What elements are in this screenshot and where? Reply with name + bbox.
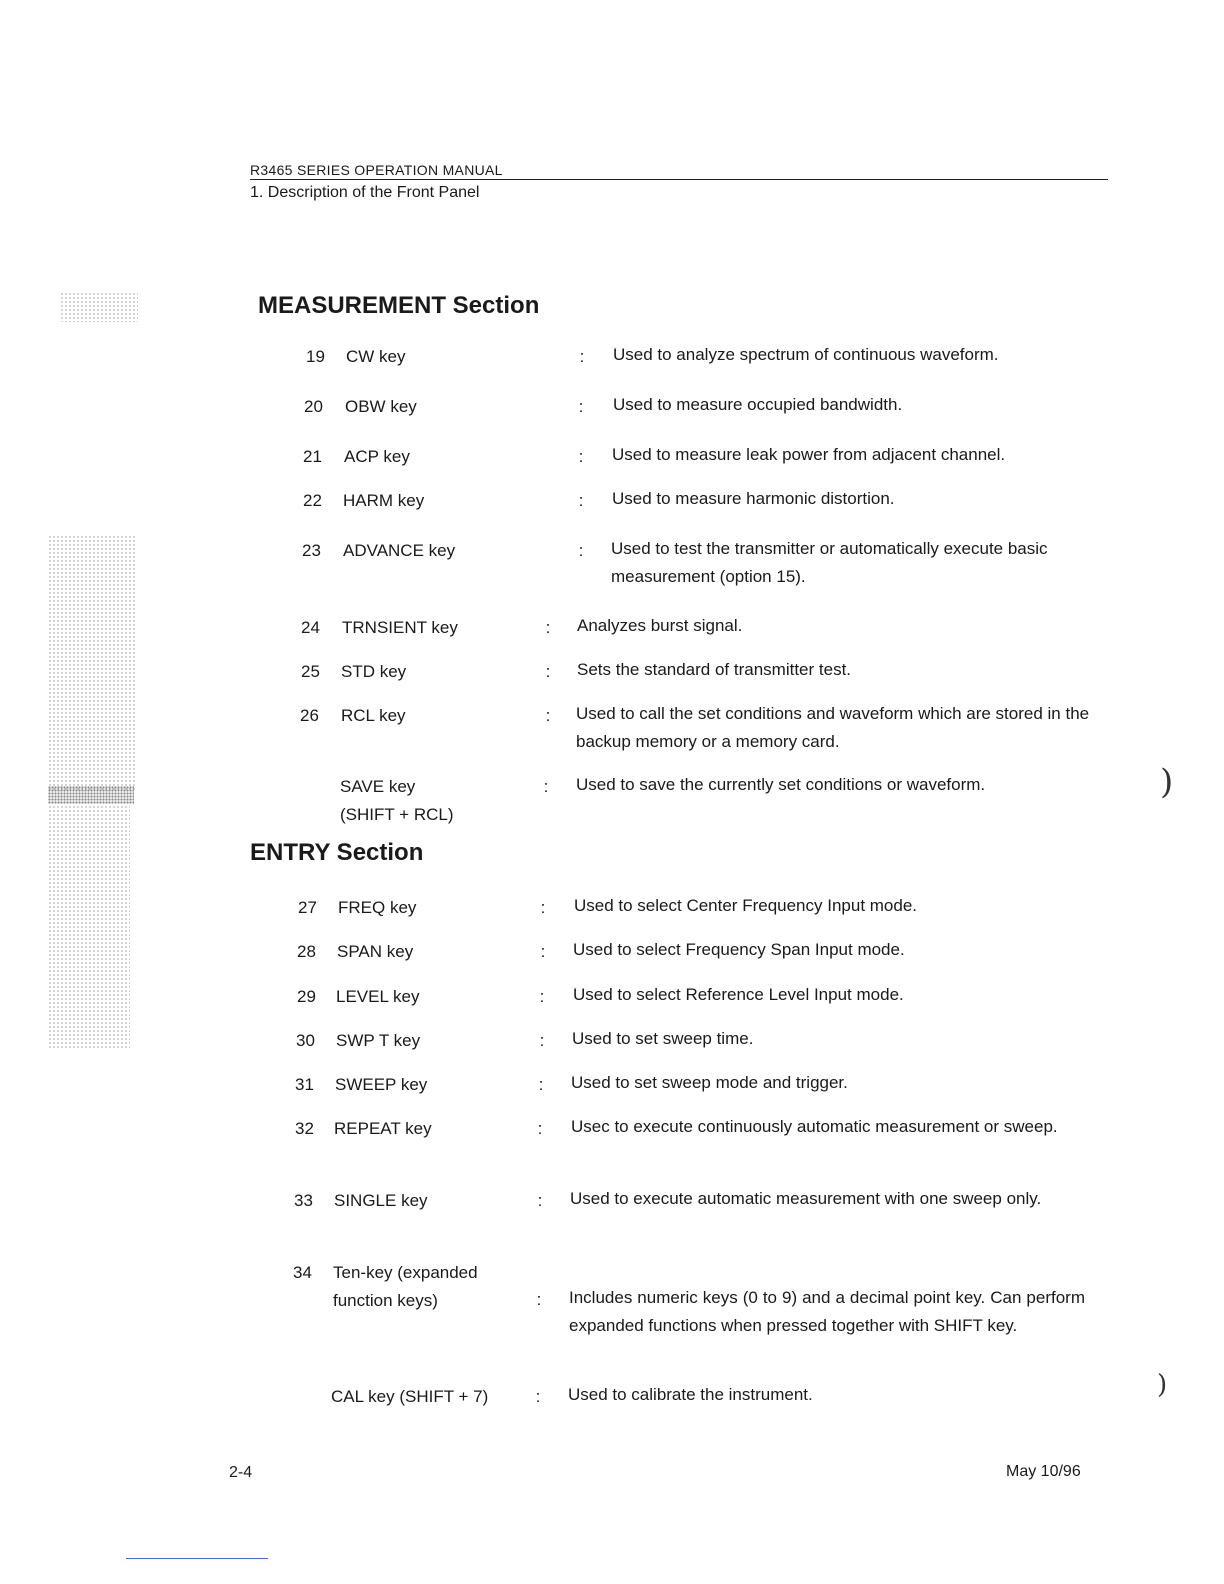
entry-number: 33 — [294, 1191, 313, 1210]
key-name: OBW key — [345, 397, 417, 416]
key-name: SINGLE key — [334, 1191, 428, 1210]
separator: : — [578, 491, 584, 510]
key-name: CW key — [346, 347, 406, 366]
measurement-section-heading: MEASUREMENT Section — [258, 292, 540, 319]
chapter-subtitle: 1. Description of the Front Panel — [250, 184, 480, 201]
entry-section-heading: ENTRY Section — [250, 839, 424, 866]
key-description: Includes numeric keys (0 to 9) and a decimal point key. Can perform expanded functions when pressed together with SHIFT key. — [569, 1288, 1085, 1335]
header-rule — [250, 179, 1108, 180]
entry-number: 24 — [301, 618, 320, 637]
separator: : — [535, 1387, 541, 1406]
entry-number: 27 — [298, 898, 317, 917]
separator: : — [579, 347, 585, 366]
scan-noise-left-margin-lower — [48, 805, 130, 1050]
key-description: Used to measure occupied bandwidth. — [613, 395, 903, 414]
entry-number: 29 — [297, 987, 316, 1006]
revision-date: May 10/96 — [1006, 1463, 1081, 1480]
separator: : — [540, 942, 546, 961]
key-description: Usec to execute continuously automatic measurement or sweep. — [571, 1117, 1058, 1136]
key-description: Used to select Frequency Span Input mode. — [573, 940, 905, 959]
separator: : — [578, 397, 584, 416]
margin-mark-right-upper: ) — [1160, 762, 1174, 802]
key-description: Used to measure leak power from adjacent channel. — [612, 445, 1006, 464]
separator: : — [539, 987, 545, 1006]
margin-mark-right-lower: ) — [1157, 1370, 1168, 1400]
key-name: HARM key — [343, 491, 425, 510]
separator: : — [540, 898, 546, 917]
manual-title: R3465 SERIES OPERATION MANUAL — [250, 162, 503, 178]
separator: : — [537, 1191, 543, 1210]
entry-number: 30 — [296, 1031, 315, 1050]
key-name: REPEAT key — [334, 1119, 432, 1138]
key-name: SPAN key — [337, 942, 414, 961]
entry-number: 32 — [295, 1119, 314, 1138]
separator: : — [545, 618, 551, 637]
key-description: Used to save the currently set conditions or waveform. — [576, 775, 986, 794]
key-description: Analyzes burst signal. — [577, 616, 743, 635]
key-name: ADVANCE key — [343, 541, 456, 560]
key-description: Used to set sweep mode and trigger. — [571, 1073, 848, 1092]
entry-number: 19 — [306, 347, 325, 366]
separator: : — [536, 1290, 542, 1309]
entry-number: 31 — [295, 1075, 314, 1094]
scan-noise-left-margin — [48, 535, 136, 790]
key-name: CAL key (SHIFT + 7) — [331, 1387, 489, 1406]
key-name: SWEEP key — [335, 1075, 428, 1094]
scan-noise-top — [60, 292, 138, 322]
separator: : — [538, 1075, 544, 1094]
entry-number: 22 — [303, 491, 322, 510]
key-description: Used to set sweep time. — [572, 1029, 754, 1048]
entry-number: 28 — [297, 942, 316, 961]
key-name: Ten-key (expanded — [333, 1263, 478, 1282]
key-name: TRNSIENT key — [342, 618, 458, 637]
key-description: Used to select Center Frequency Input mode. — [574, 896, 918, 915]
scan-noise-dark-band — [48, 786, 134, 804]
separator: : — [545, 706, 551, 725]
key-description: Used to select Reference Level Input mode. — [573, 985, 904, 1004]
separator: : — [539, 1031, 545, 1050]
key-combination: (SHIFT + RCL) — [340, 805, 454, 824]
bottom-margin-line — [126, 1558, 268, 1559]
key-name: SWP T key — [336, 1031, 421, 1050]
page-number: 2-4 — [229, 1464, 253, 1481]
key-description: Used to call the set conditions and waveform which are stored in the backup memory or a memory card. — [576, 704, 1090, 751]
key-description: Sets the standard of transmitter test. — [577, 660, 852, 679]
entry-number: 25 — [301, 662, 320, 681]
key-name-continued: function keys) — [333, 1291, 438, 1310]
key-description: Used to test the transmitter or automatically execute basic measurement (option 15). — [611, 539, 1048, 586]
separator: : — [578, 447, 584, 466]
key-name: ACP key — [344, 447, 410, 466]
key-description: Used to calibrate the instrument. — [568, 1385, 813, 1404]
entry-number: 34 — [293, 1263, 312, 1282]
entry-number: 20 — [304, 397, 323, 416]
separator: : — [537, 1119, 543, 1138]
entry-number: 23 — [302, 541, 321, 560]
separator: : — [543, 777, 549, 796]
key-description: Used to analyze spectrum of continuous waveform. — [613, 345, 999, 364]
key-description: Used to execute automatic measurement with one sweep only. — [570, 1189, 1042, 1208]
key-name: RCL key — [341, 706, 406, 725]
separator: : — [545, 662, 551, 681]
key-name: FREQ key — [338, 898, 417, 917]
separator: : — [578, 541, 584, 560]
key-name: SAVE key — [340, 777, 416, 796]
key-name: LEVEL key — [336, 987, 420, 1006]
entry-number: 26 — [300, 706, 319, 725]
entry-number: 21 — [303, 447, 322, 466]
key-name: STD key — [341, 662, 407, 681]
key-description: Used to measure harmonic distortion. — [612, 489, 895, 508]
